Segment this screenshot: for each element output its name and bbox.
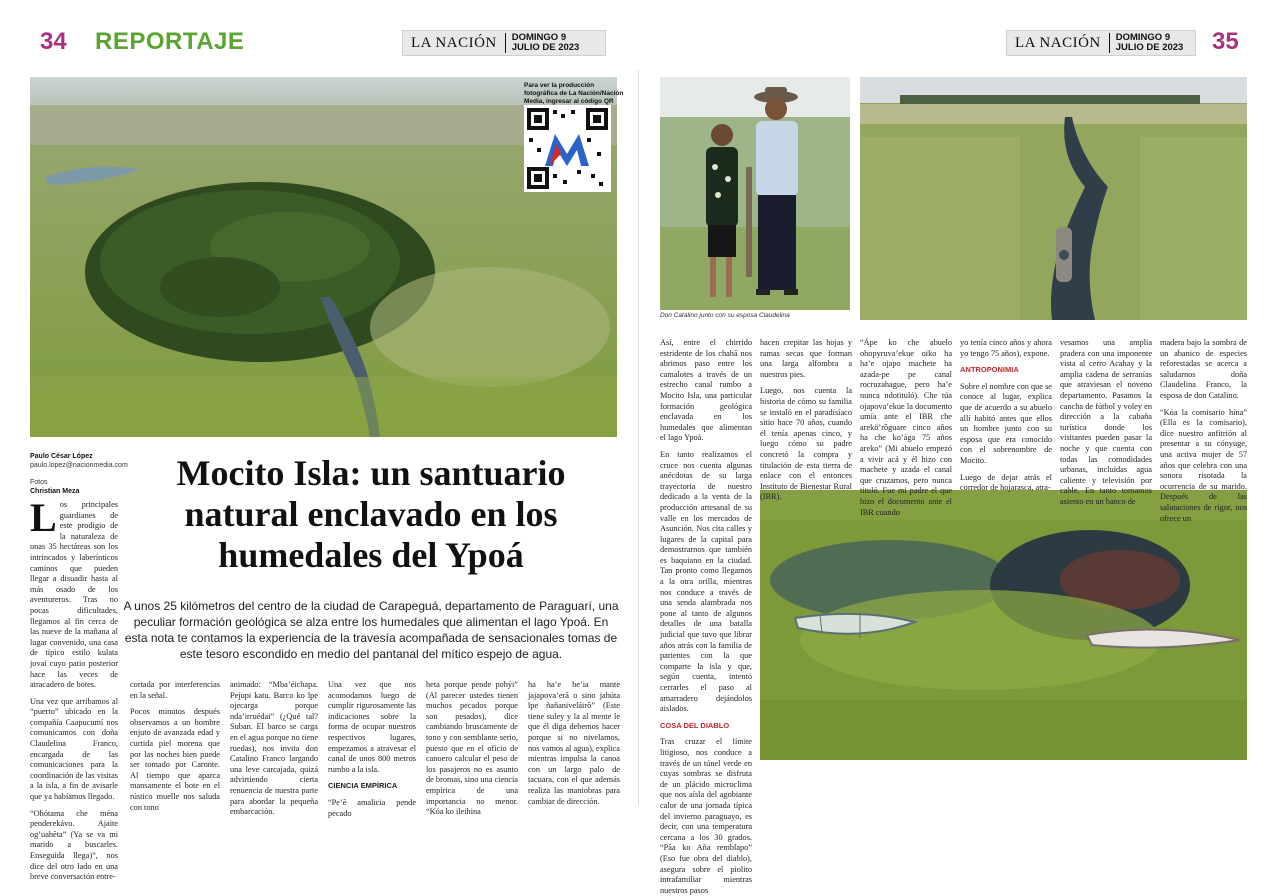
boats-photo <box>760 490 1247 760</box>
paragraph: cortada por interferencias en la señal. <box>130 680 220 700</box>
masthead-date-line1: DOMINGO 9 <box>1115 32 1171 43</box>
masthead-date-line2: JULIO DE 2023 <box>511 42 580 53</box>
right-masthead <box>1006 30 1196 56</box>
paragraph: Pocos minutos después observamos a un hombre enjuto de avanzada edad y curtida piel morena que por las noches bien puede ser tomado por Caronte. Al tiempo que aparca mansamente el bote en el rústico muelle nos saluda con tono <box>130 707 220 812</box>
author-email[interactable]: paulo.lopez@nacionmedia.com <box>30 462 128 469</box>
body-column-9 <box>860 338 952 517</box>
body-column-2 <box>130 680 220 812</box>
paragraph: “Ohótama che ména penderekávo. Ajaite ogʼuahẽta” (Ya se va mi marido a buscarles. Enseguida llega)”, nos dice del otro lado en una breve conversación entre- <box>30 808 118 882</box>
page-gutter <box>638 70 639 805</box>
subhead-cosa-del-diablo: COSA DEL DIABLO <box>660 720 730 730</box>
body-column-4 <box>328 680 416 818</box>
couple-photo <box>660 77 850 310</box>
paragraph: Luego de dejar atrás el corredor de hojarasca, atra- <box>960 472 1052 493</box>
paragraph: yo tenía cinco años y ahora yo tengo 75 años), expone. <box>960 338 1052 358</box>
paragraph: Una vez que arribamos al “puerto” ubicado en la compañía Caapucumí nos comunicamos con doña Claudelina Franco, encargada de las comunicaciones para la coordinación de las visitas a la isla, a fin de avisarle que ya habíamos llegado. <box>30 696 118 802</box>
lede: A unos 25 kilómetros del centro de la ciudad de Carapeguá, departamento de Paraguarí, una peculiar formación geológica se alza entre los humedales que alimentan el lago Ypoá. En esta nota te contamos la experiencia de la travesía acompañada de sensacionales tomas de este tesoro escondido en medio del pantanal del mítico espejo de agua. <box>123 599 619 661</box>
paragraph: os principales guardianes de este prodigio de la naturaleza de unas 35 hectáreas son los intrincados y laberínticos caminos que pueden llegar a disuadir hasta al más osado de los aventureros. Tras no pocas dificultades, llegamos al fin cerca de las nueve de la mañana al lugar convenido, una casa de típico estilo kulata jovai cuyo patio posterior hace las veces de atracadero de botes. <box>30 500 118 690</box>
body-column-6 <box>528 680 620 805</box>
headline: Mocito Isla: un santuario natural enclavado en los humedales del Ypoá <box>176 453 566 575</box>
body-column-8 <box>760 338 852 502</box>
paragraph: ha haʼe heʼia mante jajapovaʼerã o sino jahúta ĭpe ñañaniveláirõ” (Este tiene suley y la al mente le que él diga debemos hacer porque si no nivelamos, nos vamos al agua), explica mientras impulsa la canoa con un largo palo de tacuara, con el que además realiza las maniobras para cambiar de dirección. <box>528 680 620 806</box>
photographer-name: Christian Meza <box>30 488 80 495</box>
masthead-date <box>505 33 580 53</box>
paragraph: “Kóa la comisario hína” (Ella es la comisario), dice nuestro anfitrión al presentar a su cónyuge, una activa mujer de 57 años que celebra con una sonora risotada la ocurrencia de su marido. Después de las salutaciones de rigor, nos ofrece un <box>1160 407 1247 523</box>
paragraph: Así, entre el chirrido estridente de los chahã nos abrimos paso entre los camalotes a través de un estrecho canal rumbo a Mocito Isla, una particular formación geológica enclavada en los humedales que alimentan el lago Ypoá. <box>660 338 752 443</box>
paragraph: Sobre el nombre con que se conoce al lugar, explica que de acuerdo a su abuelo allí habitó antes que ellos un hombre junto con su esposa que era conocido con el sobrenombre de Mocito. <box>960 381 1052 465</box>
body-column-3 <box>230 680 318 817</box>
paragraph: vesamos una amplia pradera con una imponente vista al cerro Acahay y la amplia cadena de serranías que atraviesan el noveno departamento. Pasamos la cancha de fútbol y voley en dirección a la cabaña turística donde los visitantes pueden pasar la noche y que cuenta con todas las comodidades urbanas, incluidas agua caliente y televisión por cable. En tanto tomamos asiento en un banco de <box>1060 338 1152 506</box>
body-column-1 <box>30 495 118 882</box>
paragraph: animado: “Mbaʼéichapa. Pejupi katu. Barco ko ĭpe ojecarga porque ndaʼirruédai” (¿Qué tal? Suban. El barco se carga en el agua porque no tiene ruedas), nos invita don Catalino Franco largando una leve carcajada, quizá advirtiendo cierta renuencia de nuestra parte para abordar la pequeña embarcación. <box>230 680 318 817</box>
masthead-date <box>1109 33 1184 53</box>
body-column-11 <box>1060 338 1152 506</box>
section-title: REPORTAJE <box>95 28 245 55</box>
paragraph: Una vez que nos acomodamos luego de cumplir rigurosamente las indicaciones sobre la forma de ocupar nuestros respectivos lugares, empezamos a atravesar el canal de unos 800 metros rumbo a la isla. <box>328 680 416 774</box>
author-name: Paulo César López <box>30 453 93 460</box>
body-column-10 <box>960 338 1052 493</box>
paragraph: madera bajo la sombra de un abanico de especies reforestadas se acerca a saludarnos doña Claudelina Franco, la esposa de don Catalino. <box>1160 338 1247 400</box>
right-page-number: 35 <box>1212 28 1239 55</box>
photo-caption: Don Catalino junto con su esposa Claudelina <box>660 312 790 319</box>
byline <box>30 452 128 496</box>
masthead-name: LA NACIÓN <box>411 34 497 51</box>
masthead-date-line2: JULIO DE 2023 <box>1115 42 1184 53</box>
paragraph: “Peʼẽ amalicia pende pecado <box>328 797 416 818</box>
masthead-name: LA NACIÓN <box>1015 34 1101 51</box>
paragraph: hacen crepitar las hojas y ramas secas que forman una larga alfombra a nuestros pies. <box>760 338 852 379</box>
left-page-number: 34 <box>40 28 67 55</box>
paragraph: Tras cruzar el límite litigioso, nos conduce a través de un túnel verde en cuyas sombras se disfruta de un plácido microclima que nos aísla del agobiante calor de una jornada típica del invierno paraguayo, es decir, con una temperatura cercana a los 30 grados. “Pãa ko Aña remblapo” (Eso fue obra del diablo), asegura sobre el piolito intrafamiliar mientras nuestros pasos <box>660 737 752 895</box>
paragraph: En tanto realizamos el cruce nos cuenta algunas anécdotas de su larga trayectoria de nuestro dedicado a la venta de la producción artesanal de su valle en los mercados de Asunción. Nos cita calles y lugares de la capital para demostrarnos que también es baquiano en la ciudad. Tan pronto como llegamos a la otra orilla, mientras nos conduce a través de una senda alambrada nos pone al tanto de algunos detalles de una batalla judicial que tuvo que librar años atrás con la familia de parientes con la que comparte la isla y que, según cuenta, intentó cerrarles el paso al amarradero dejándolos aislados. <box>660 449 752 714</box>
left-masthead <box>402 30 606 56</box>
paragraph: heta porque pende pohýi” (Al parecer ustedes tienen muchos pecados porque son pesados), dice cambiando bruscamente de tono y con semblante serio, puesto que en el oficio de canoero calcular el peso de los pasajeros no es asunto de bromas, sino una ciencia empírica de una importancia no menor. “Kóa ko ileihina <box>426 680 518 817</box>
qr-caption: Para ver la producción fotográfica de La Nación/Nación Media, ingresar al código QR <box>524 82 624 105</box>
qr-code[interactable] <box>524 105 611 192</box>
body-column-7 <box>660 338 752 895</box>
canal-photo <box>860 77 1247 320</box>
photos-label: Fotos <box>30 479 48 486</box>
subhead-antroponimia: ANTROPONIMIA <box>960 365 1019 375</box>
body-column-5 <box>426 680 518 817</box>
masthead-date-line1: DOMINGO 9 <box>511 32 567 43</box>
paragraph: “Ápe ko che abuelo ohopyruvaʼekue oiko ha haʼe ojapo machete ha azada-pe pe canal rocruzahague, pero haʼe nunca ndotituló). Che túa ojapovaʼekue la documento umía ante el IBR che areköʼrõguare cinco años ha che koʼága 75 años areko” (Mi abuelo empezó a vivir acá y él hizo con machete y azada el canal que cruzamos, pero nunca tituló. Fue mi padre el que hizo el documento ante el IBR cuando <box>860 338 952 517</box>
paragraph: Luego, nos cuenta la historia de cómo su familia se instaló en el paradisíaco sitio hace 70 años, cuando él tenía apenas cinco, y luego cómo su padre concretó la compra y titulación de esta tierra de enlace con el entonces Instituto de Bienestar Rural (IBR). <box>760 386 852 502</box>
dropcap: L <box>30 495 57 540</box>
subhead-ciencia-empirica: CIENCIA EMPÍRICA <box>328 781 398 791</box>
body-column-12 <box>1160 338 1247 523</box>
